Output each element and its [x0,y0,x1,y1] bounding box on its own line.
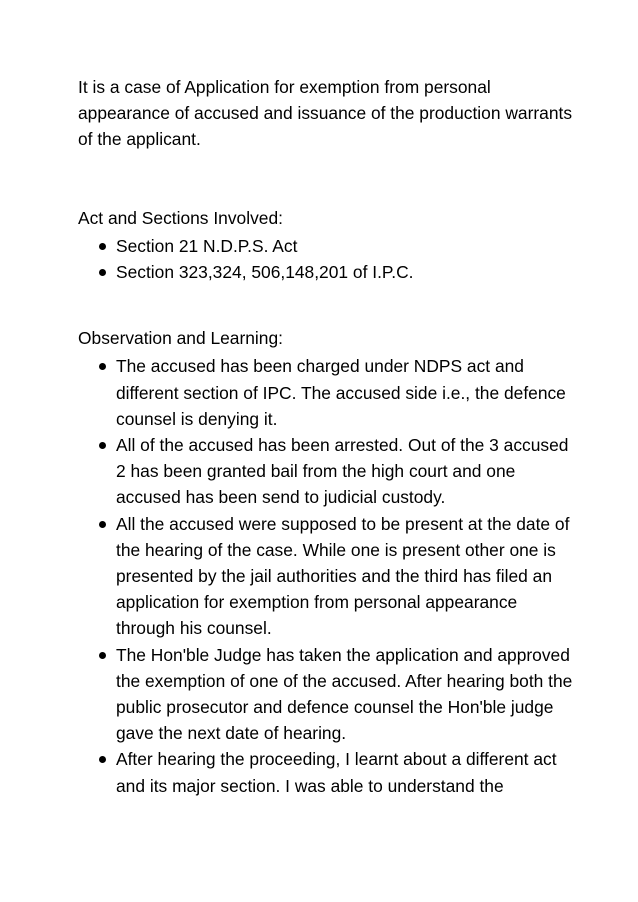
list-item-text: Section 21 N.D.P.S. Act [116,235,298,256]
list-item [78,233,578,259]
bullet-icon [99,521,106,528]
list-item-text: All the accused were supposed to be present at the date of the hearing of the case. While one is present other one is presented by the jail authorities and the third has filed an application for exemption from personal appearance through his counsel. [116,513,570,639]
bullet-icon [99,756,106,763]
list-item [78,746,578,798]
list-item-text: All of the accused has been arrested. Out of the 3 accused 2 has been granted bail from the high court and one accused has been send to judicial custody. [116,435,569,508]
spacer [78,153,578,205]
bullet-icon [99,269,106,276]
list-item [78,432,578,511]
list-item-text: After hearing the proceeding, I learnt about a different act and its major section. I was able to understand the [116,749,557,796]
observations-list [78,353,578,798]
list-item [78,353,578,432]
bullet-icon [99,442,106,449]
list-item-text: The Hon'ble Judge has taken the application and approved the exemption of one of the accused. After hearing both the public prosecutor and defence counsel the Hon'ble judge gave the next date of hearing. [116,644,573,744]
list-item-text: Section 323,324, 506,148,201 of I.P.C. [116,262,414,283]
bullet-icon [99,243,106,250]
list-item [78,511,578,642]
acts-heading: Act and Sections Involved: [78,207,283,228]
list-item [78,642,578,747]
spacer [78,285,578,325]
document-page [78,74,578,799]
intro-paragraph: It is a case of Application for exemption from personal appearance of accused and issuance of the production warrants of the applicant. [78,77,573,150]
observation-heading: Observation and Learning: [78,328,283,349]
list-item [78,259,578,285]
bullet-icon [99,652,106,659]
list-item-text: The accused has been charged under NDPS act and different section of IPC. The accused side i.e., the defence counsel is denying it. [116,356,566,429]
acts-list [78,233,578,285]
bullet-icon [99,363,106,370]
